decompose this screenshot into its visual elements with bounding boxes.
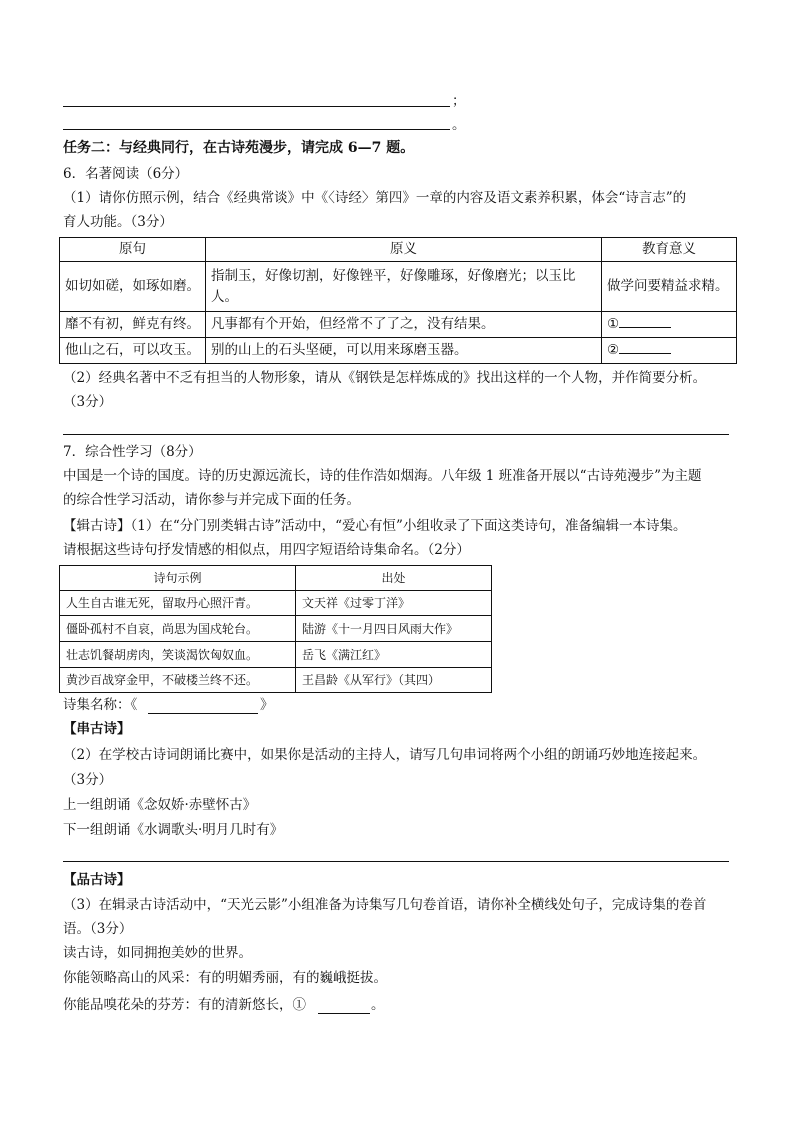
cell-education: [602, 338, 737, 364]
q6-title: 6．名著阅读（6分）: [63, 166, 189, 182]
cell-verse: 人生自古谁无死，留取丹心照汗青。: [60, 591, 296, 616]
table-row: [60, 262, 737, 312]
cell-meaning: 凡事都有个开始，但经常不了了之，没有结果。: [206, 312, 602, 338]
table-header-row: [60, 566, 492, 591]
poem-table: [59, 565, 492, 693]
q7-title: 7．综合性学习（8分）: [63, 444, 202, 460]
table-row: [60, 616, 492, 642]
cell-verse: 壮志饥餐胡虏肉，笑谈渴饮匈奴血。: [60, 642, 296, 668]
cell-source: 陆游《十一月四日风雨大作》: [296, 616, 492, 642]
table-header-row: [60, 238, 737, 262]
preface-line2: 你能领略高山的风采：有的明媚秀丽，有的巍峨挺拔。: [63, 970, 387, 986]
answer-line[interactable]: [63, 861, 729, 862]
collection-name-blank[interactable]: [148, 713, 258, 714]
q7-part1-line2: 请根据这些诗句抒发情感的相似点，用四字短语给诗集命名。（2分）: [63, 542, 470, 558]
cell-source: 文天祥《过零丁洋》: [296, 591, 492, 616]
cell-source: 岳飞《满江红》: [296, 642, 492, 668]
cell-meaning-line2: 人。: [211, 288, 238, 305]
task2-heading: 任务二：与经典同行，在古诗苑漫步，请完成 6—7 题。: [63, 140, 415, 156]
cell-meaning: 别的山上的石头坚硬，可以用来琢磨玉器。: [206, 338, 602, 364]
prev-group: 上一组朗诵《念奴娇·赤壁怀古》: [63, 797, 257, 813]
header-original: 原句: [60, 238, 206, 262]
answer-blank[interactable]: [619, 315, 671, 328]
part2-line2: （3分）: [63, 772, 113, 788]
q6-sub1-line1: （1）请你仿照示例，结合《经典常谈》中《〈诗经〉第四》一章的内容及语文素养积累，体会“诗言志”的: [63, 190, 687, 206]
q6-sub1-line2: 育人功能。（3分）: [63, 214, 173, 230]
table-row: [60, 312, 737, 338]
header-meaning: 原义: [206, 238, 602, 262]
q7-part1-line1: 【辑古诗】（1）在“分门别类辑古诗”活动中，“爱心有恒”小组收录了下面这类诗句，准备编辑一本诗集。: [63, 518, 687, 534]
part3-title: 【品古诗】: [63, 872, 131, 888]
q6-sub2-line2: （3分）: [63, 394, 113, 410]
table-row: [60, 642, 492, 668]
table-row: [60, 338, 737, 364]
answer-line[interactable]: [63, 129, 450, 130]
collection-name-label: 诗集名称：《: [63, 697, 138, 713]
part3-line2: 语。（3分）: [63, 921, 133, 937]
answer-line[interactable]: [63, 106, 450, 107]
header-education: 教育意义: [602, 238, 737, 262]
q7-intro-line1: 中国是一个诗的国度。诗的历史源远流长，诗的佳作浩如烟海。八年级 1 班准备开展以“古诗苑漫步”为主题: [63, 468, 702, 484]
cell-verse: 僵卧孤村不自哀，尚思为国戍轮台。: [60, 616, 296, 642]
blank-number: ②: [607, 342, 620, 359]
q6-sub2-line1: （2）经典名著中不乏有担当的人物形象，请从《钢铁是怎样炼成的》找出这样的一个人物，并作简要分析。: [63, 370, 707, 386]
cell-meaning-line1: 指制玉，好像切割，好像锉平，好像雕琢，好像磨光；以玉比: [211, 267, 576, 284]
cell-original: 靡不有初，鲜克有终。: [60, 312, 206, 338]
cell-original: 如切如磋，如琢如磨。: [60, 262, 206, 312]
line-end-semicolon: ；: [452, 93, 466, 109]
table-row: [60, 591, 492, 616]
preface-line3-end: 。: [371, 997, 385, 1013]
preface-line1: 读古诗，如同拥抱美妙的世界。: [63, 945, 252, 961]
cell-education: 做学问要精益求精。: [602, 262, 737, 312]
part3-line1: （3）在辑录古诗活动中，“天光云影”小组准备为诗集写几句卷首语，请你补全横线处句子，完成诗集的卷首: [63, 897, 707, 913]
cell-meaning: [206, 262, 602, 312]
shijing-table: [59, 237, 737, 364]
answer-blank[interactable]: [619, 341, 671, 354]
answer-blank[interactable]: [318, 1013, 370, 1014]
collection-name-end: 》: [260, 697, 274, 713]
cell-original: 他山之石，可以攻玉。: [60, 338, 206, 364]
part2-line1: （2）在学校古诗词朗诵比赛中，如果你是活动的主持人，请写几句串词将两个小组的朗诵巧妙地连接起来。: [63, 747, 707, 763]
answer-line[interactable]: [63, 434, 729, 435]
cell-education: [602, 312, 737, 338]
header-source: 出处: [296, 566, 492, 591]
part2-title: 【串古诗】: [63, 721, 131, 737]
line-end-period: 。: [452, 117, 466, 133]
blank-number: ①: [607, 316, 620, 333]
header-verse: 诗句示例: [60, 566, 296, 591]
next-group: 下一组朗诵《水调歌头·明月几时有》: [63, 822, 284, 838]
preface-line3: 你能品嗅花朵的芬芳：有的清新悠长，①: [63, 997, 306, 1013]
cell-verse: 黄沙百战穿金甲，不破楼兰终不还。: [60, 668, 296, 693]
q7-intro-line2: 的综合性学习活动，请你参与并完成下面的任务。: [63, 492, 360, 508]
table-row: [60, 668, 492, 693]
cell-source: 王昌龄《从军行》（其四）: [296, 668, 492, 693]
